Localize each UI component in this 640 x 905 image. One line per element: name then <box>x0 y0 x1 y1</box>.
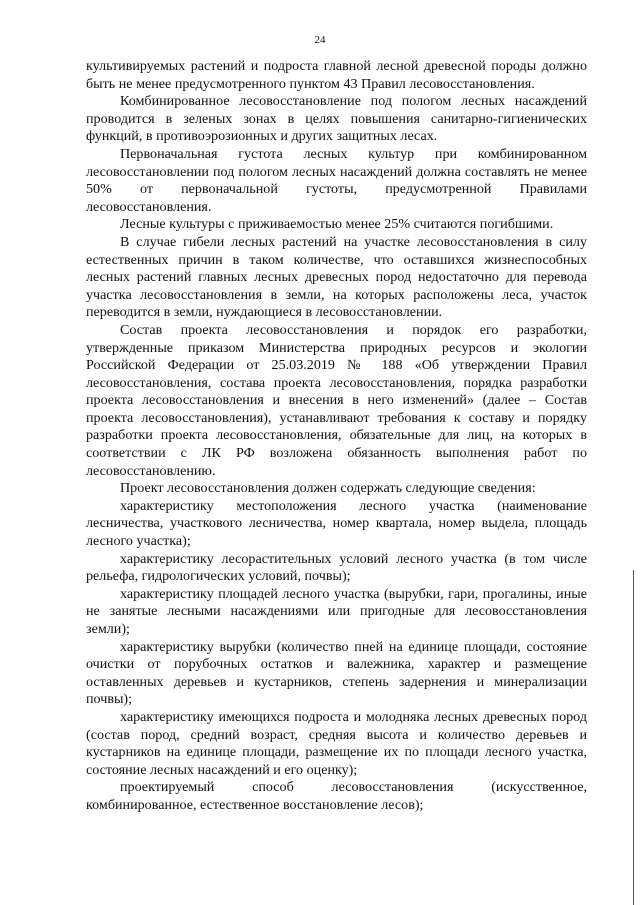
paragraph: Состав проекта лесовосстановления и порядок его разработки, утвержденные приказом Министерства природных ресурсов и экологии Российской Федерации от 25.03.2019 № 188 «Об утверждении Правил лесовосстановления, состава проекта лесовосстановления, порядка разработки проекта лесовосстановления и внесения в него изменений» (далее – Состав проекта лесовосстановления), устанавливают требования к составу и порядку разработки проекта лесовосстановления, обязательные для лиц, на которых в соответствии с ЛК РФ возложена обязанность выполнения работ по лесовосстановлению. <box>86 321 587 479</box>
list-item: характеристику лесорастительных условий лесного участка (в том числе рельефа, гидрологических условий, почвы); <box>86 550 587 585</box>
paragraph: В случае гибели лесных растений на участке лесовосстановления в силу естественных причин в таком количестве, что оставшихся жизнеспособных лесных растений главных лесных древесных пород недостаточно для перевода участка лесовосстановления в земли, на которых расположены леса, участок переводится в земли, нуждающиеся в лесовосстановлении. <box>86 233 587 321</box>
list-item: проектируемый способ лесовосстановления (искусственное, комбинированное, естественное восстановление лесов); <box>86 779 587 813</box>
paragraph: культивируемых растений и подроста главной лесной древесной породы должно быть не менее предусмотренного пунктом 43 Правил лесовосстановления. <box>86 58 587 92</box>
paragraph: Проект лесовосстановления должен содержать следующие сведения: <box>120 480 536 497</box>
scan-edge-line <box>633 570 634 905</box>
paragraph: Комбинированное лесовосстановление под пологом лесных насаждений проводится в зеленых зонах в целях повышения санитарно-гигиенических функций, в противоэрозионных и других защитных лесах. <box>86 93 587 145</box>
document-body <box>86 58 587 815</box>
list-item: характеристику вырубки (количество пней на единице площади, состояние очистки от порубочных остатков и валежника, характер и размещение оставленных деревьев и кустарников, степень задернения и минерализации почвы); <box>86 638 587 708</box>
paragraph: Первоначальная густота лесных культур при комбинированном лесовосстановлении под пологом лесных насаждений должна составлять не менее 50% от первоначальной густоты, предусмотренной Правилами лесовосстановления. <box>86 145 587 215</box>
page-number: 24 <box>314 34 326 46</box>
list-item: характеристику имеющихся подроста и молодняка лесных древесных пород (состав пород, средний возраст, средняя высота и количество деревьев и кустарников на единице площади, размещение их по площади лесного участка, состояние лесных насаждений и его оценку); <box>86 708 587 778</box>
list-item: характеристику местоположения лесного участка (наименование лесничества, участкового лесничества, номер квартала, номер выдела, площадь лесного участка); <box>86 497 587 550</box>
paragraph: Лесные культуры с приживаемостью менее 25% считаются погибшими. <box>120 216 554 233</box>
list-item: характеристику площадей лесного участка (вырубки, гари, прогалины, иные не занятые лесными насаждениями или пригодные для лесовосстановления земли); <box>86 585 587 637</box>
